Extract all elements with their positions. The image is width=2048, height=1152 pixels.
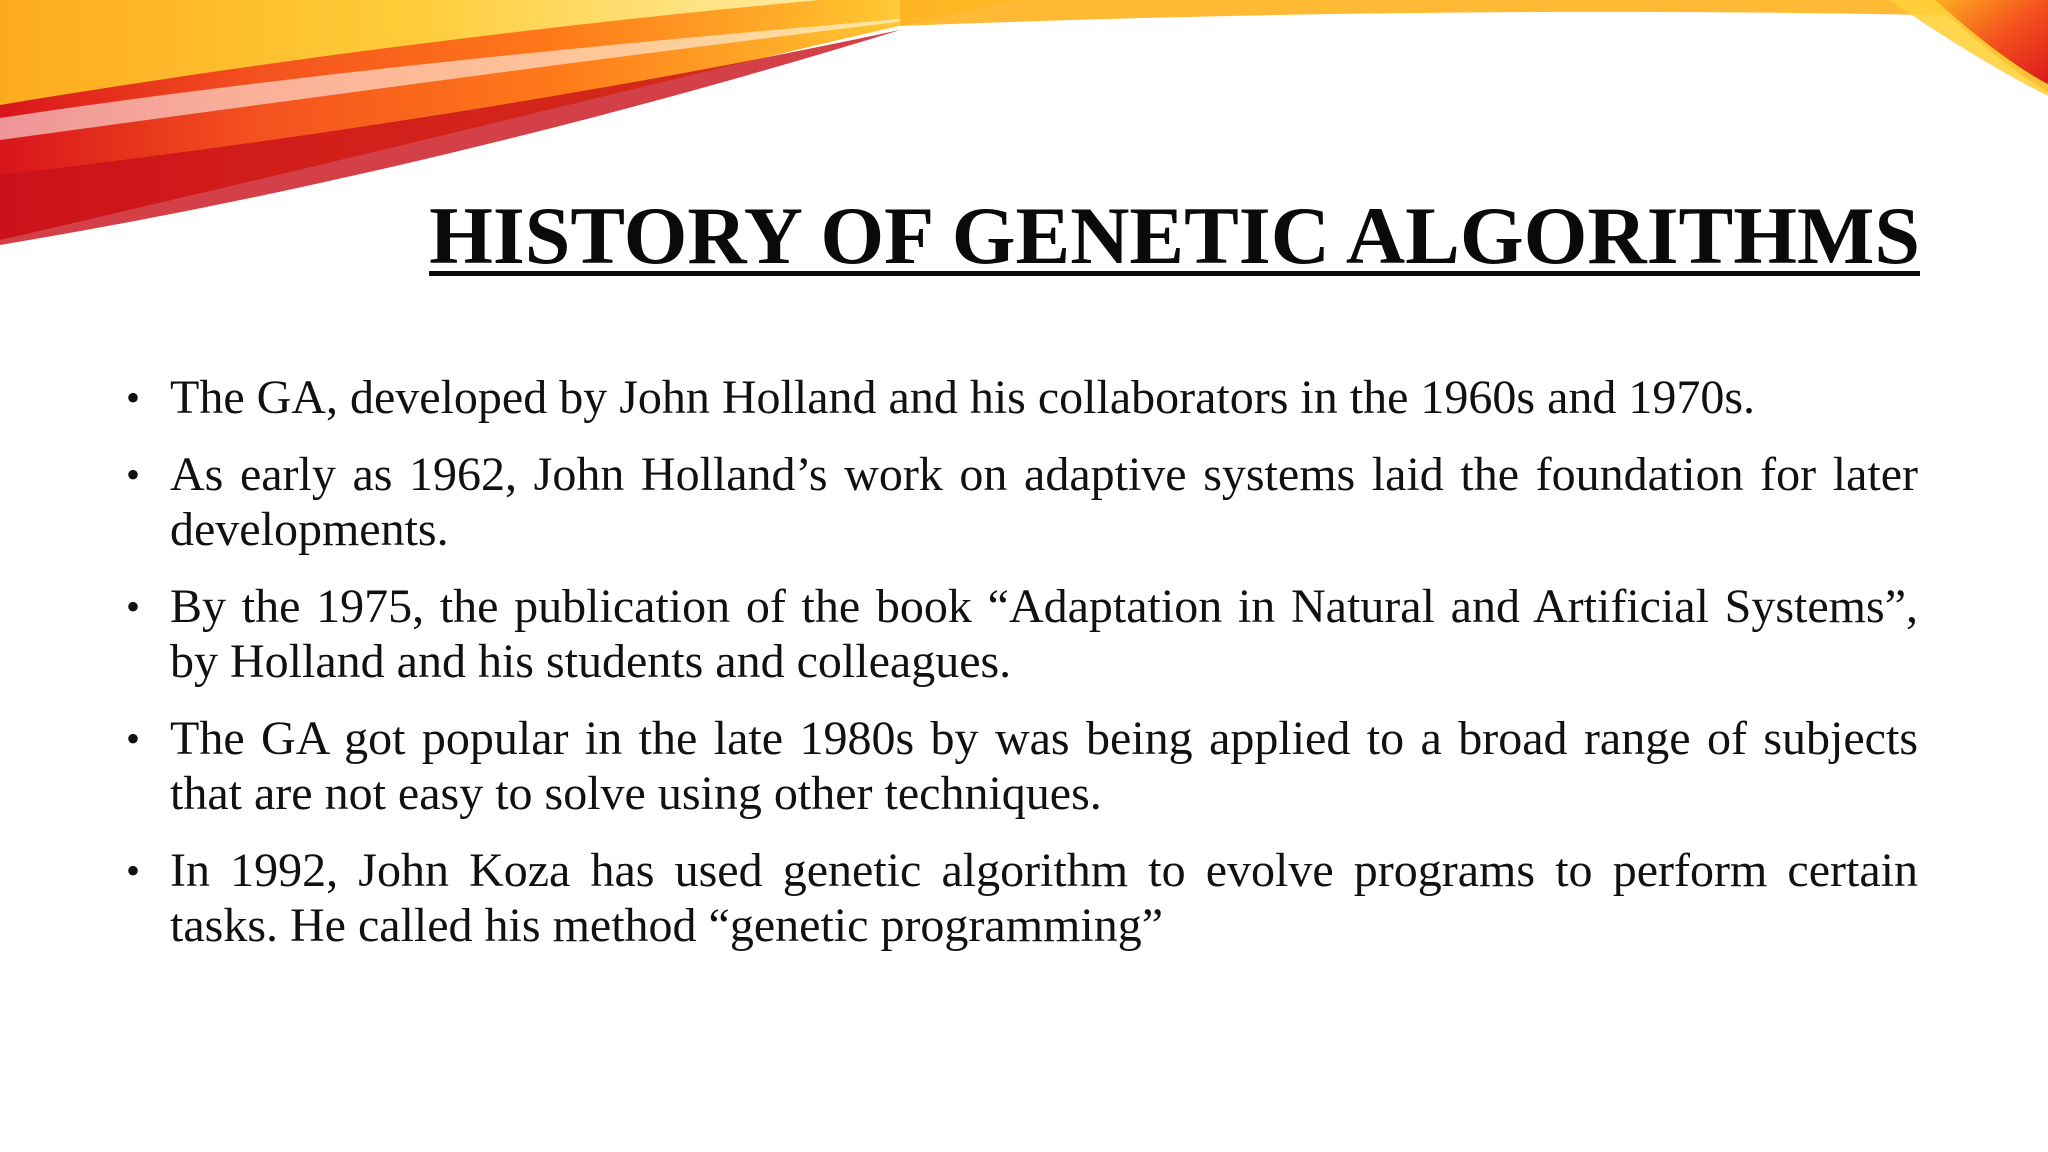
bullet-item [126,843,1918,953]
bullet-item [126,711,1918,821]
bullet-text: The GA, developed by John Holland and his collaborators in the 1960s and 1970s. [170,371,1756,424]
bullet-dot: • [126,716,141,761]
bullet-text: In 1992, John Koza has used genetic algorithm to evolve programs to perform certain tasks. He called his method “genetic programming” [170,844,1918,952]
bullet-dot: • [126,452,141,497]
bullet-dot: • [126,584,141,629]
bullet-text: As early as 1962, John Holland’s work on adaptive systems laid the foundation for later developments. [170,448,1918,556]
bullet-text: By the 1975, the publication of the book “Adaptation in Natural and Artificial Systems”, by Holland and his students and colleagues. [170,580,1918,688]
slide-title: HISTORY OF GENETIC ALGORITHMS [429,190,1920,281]
bullet-item [126,447,1918,557]
bullet-dot: • [126,848,141,893]
bullet-item [126,579,1918,689]
swoosh-band-top [900,0,2048,26]
bullet-dot: • [126,375,141,420]
bullet-list [126,370,1918,975]
bullet-text: The GA got popular in the late 1980s by was being applied to a broad range of subjects that are not easy to solve using other techniques. [170,712,1918,820]
bullet-item [126,370,1918,425]
